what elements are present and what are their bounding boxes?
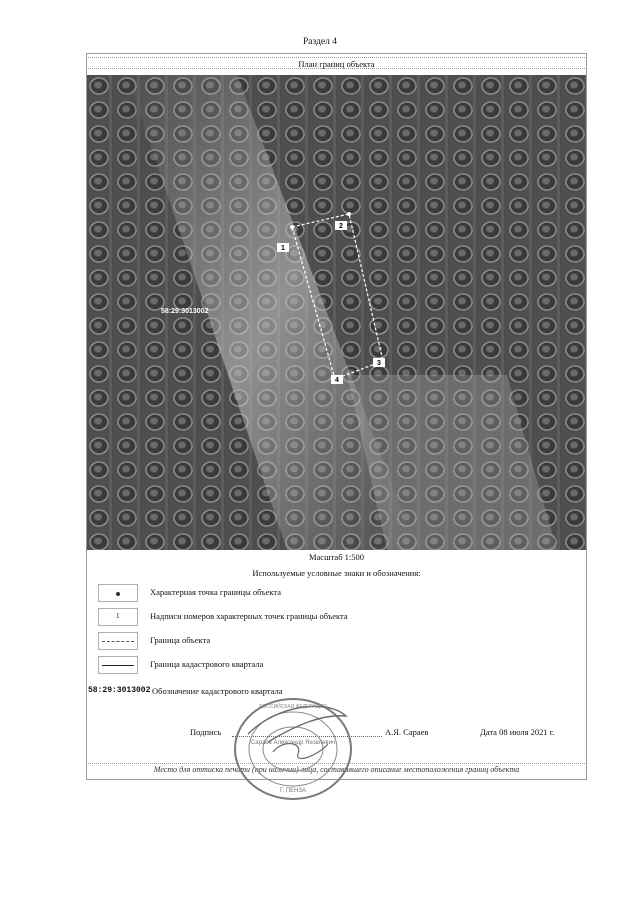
aerial-map (87, 75, 586, 550)
legend-text-object-boundary: Граница объекта (150, 635, 211, 645)
point-symbol-icon (116, 592, 120, 596)
point-label: 2 (339, 223, 343, 230)
stamp-note: Место для оттиска печати (при наличии) лица, составившего описание местоположения границ объекта (153, 765, 520, 774)
legend-symbol-object-boundary (98, 632, 138, 650)
dashed-line-icon (102, 641, 134, 642)
stamp-city: Г. ПЕНЗА (279, 788, 307, 794)
legend-symbol-point (98, 584, 138, 602)
legend-quarter-code-text: Обозначение кадастрового квартала (152, 686, 283, 696)
legend-symbol-quarter-boundary (98, 656, 138, 674)
map-scale: Масштаб 1:500 (308, 552, 365, 562)
legend-title: Используемые условные знаки и обозначения: (252, 568, 421, 578)
legend-text-point: Характерная точка границы объекта (150, 587, 281, 597)
legend-quarter-code: 58:29:3013002 (88, 686, 151, 695)
signature-date: Дата 08 июля 2021 г. (480, 727, 555, 737)
point-label: 4 (335, 377, 339, 384)
legend-symbol-label (98, 608, 138, 626)
boundary-point (290, 225, 294, 229)
section-title: Раздел 4 (303, 37, 337, 47)
solid-line-icon (102, 665, 134, 666)
signer-name: А.Я. Сараев (385, 727, 429, 737)
map-quarter-code: 58:29:3013002 (161, 308, 209, 315)
point-label: 3 (377, 360, 381, 367)
seal-stamp (228, 694, 358, 804)
boundary-point (347, 212, 351, 216)
map-canvas (87, 75, 586, 550)
point-label: 1 (281, 245, 285, 252)
plan-title: План границ объекта (86, 57, 587, 69)
stamp-name: Сараев Александр Яковлевич (250, 740, 336, 746)
signature-label: Подпись (190, 727, 222, 737)
stamp-ring-text: РОССИЙСКАЯ ФЕДЕРАЦИЯ (259, 704, 327, 710)
label-symbol: 1 (116, 612, 120, 620)
legend-text-quarter-boundary: Граница кадастрового квартала (150, 659, 264, 669)
legend-text-label: Надписи номеров характерных точек границы объекта (150, 611, 348, 621)
